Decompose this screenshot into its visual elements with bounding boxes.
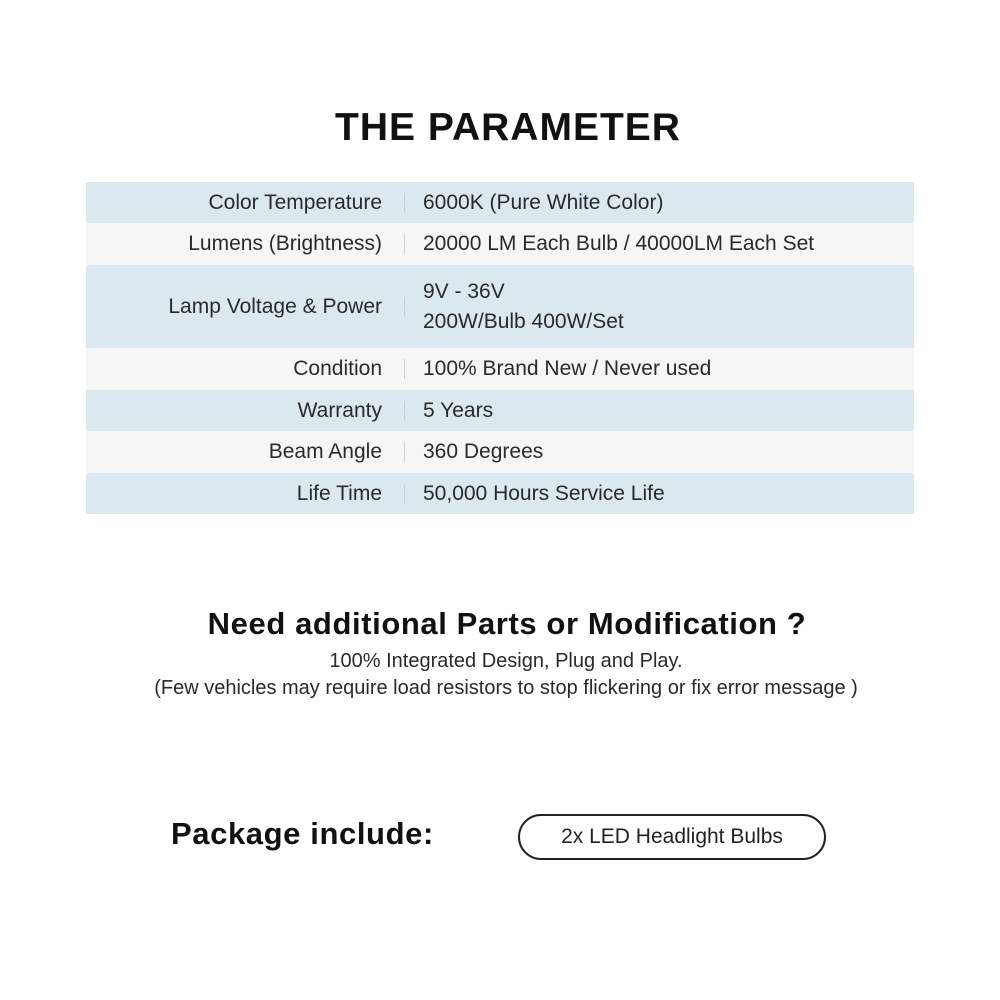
spec-value-line: 20000 LM Each Bulb / 40000LM Each Set <box>423 232 815 255</box>
spec-value-line: 200W/Bulb 400W/Set <box>423 309 624 333</box>
table-row <box>86 182 914 223</box>
parameter-table <box>86 182 914 514</box>
column-divider <box>404 193 405 213</box>
spec-value <box>423 396 914 426</box>
column-divider <box>404 442 405 462</box>
spec-value <box>423 354 914 384</box>
table-row <box>86 265 914 348</box>
package-item-badge: 2x LED Headlight Bulbs <box>518 814 826 860</box>
table-row <box>86 390 914 431</box>
spec-value-line: 360 Degrees <box>423 440 544 463</box>
column-divider <box>404 401 405 421</box>
column-divider <box>404 234 405 254</box>
spec-value <box>423 188 914 218</box>
table-row <box>86 223 914 265</box>
page-title: THE PARAMETER <box>335 106 681 149</box>
spec-value-line: 100% Brand New / Never used <box>423 357 712 380</box>
table-row <box>86 348 914 390</box>
spec-label: Color Temperature <box>208 190 382 214</box>
spec-label: Beam Angle <box>268 440 382 463</box>
spec-value <box>423 277 914 337</box>
spec-value-line: 5 Years <box>423 398 494 422</box>
spec-value-line: 6000K (Pure White Color) <box>423 190 664 214</box>
spec-label: Warranty <box>297 398 382 422</box>
integration-note: 100% Integrated Design, Plug and Play. <box>329 650 683 672</box>
package-label: Package include: <box>171 816 434 851</box>
spec-value <box>423 479 914 509</box>
spec-value <box>423 229 914 259</box>
column-divider <box>404 484 405 504</box>
spec-value-line: 50,000 Hours Service Life <box>423 481 665 505</box>
spec-value-line: 9V - 36V <box>423 279 505 303</box>
table-row <box>86 473 914 514</box>
resistor-note: (Few vehicles may require load resistors to stop flickering or fix error message ) <box>154 677 858 699</box>
spec-label: Lumens (Brightness) <box>188 232 382 255</box>
column-divider <box>404 297 405 317</box>
additional-parts-heading: Need additional Parts or Modification ? <box>207 606 807 641</box>
column-divider <box>404 359 405 379</box>
spec-label: Lamp Voltage & Power <box>168 294 382 318</box>
spec-label: Life Time <box>296 481 382 505</box>
table-row <box>86 431 914 473</box>
spec-label: Condition <box>293 357 382 380</box>
spec-value <box>423 437 914 467</box>
